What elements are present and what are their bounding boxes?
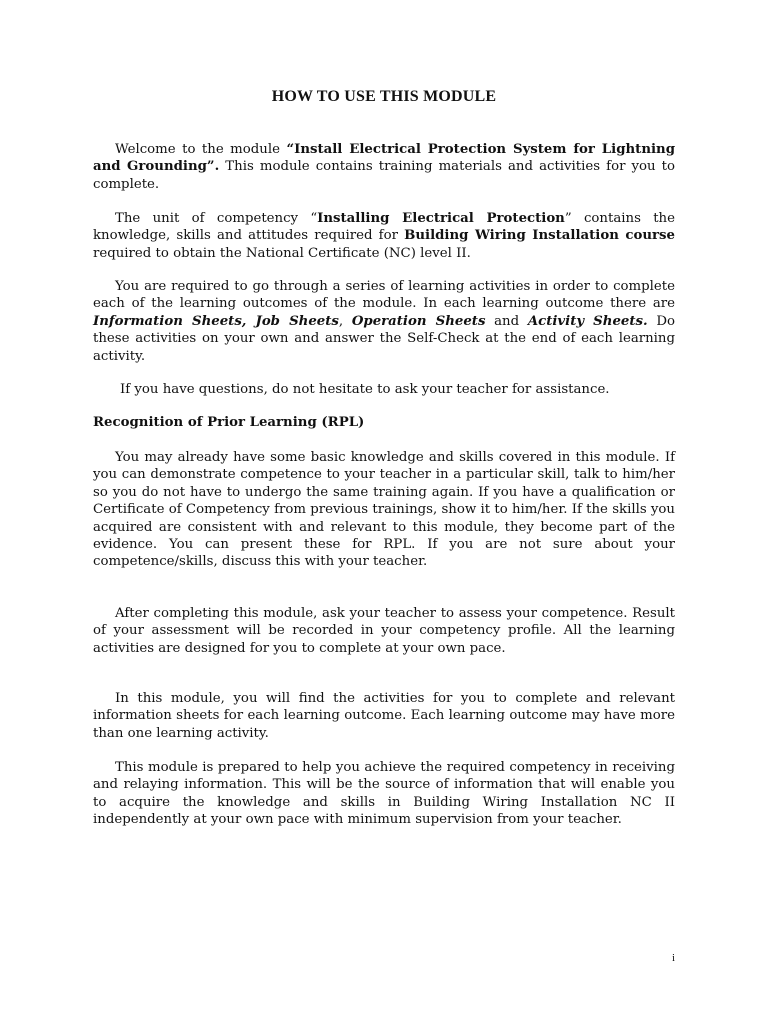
paragraph-welcome-text-2: This module contains training materials and activities for you to complete. xyxy=(93,159,676,192)
unit-name: Installing Electrical Protection xyxy=(317,211,565,226)
paragraph-unit-of-competency xyxy=(93,210,675,262)
and-separator: and xyxy=(485,313,528,329)
paragraph-activities-info: In this module, you will find the activities for you to complete and relevant information sheets for each learning outcome. Each learning outcome may have more than one learning activity. xyxy=(93,691,675,741)
info-job-sheets: Information Sheets, Job Sheets xyxy=(93,313,339,329)
paragraph-activities-text: You are required to go through a series of learning activities in order to complete each of the learning outcomes of the module. In each learning outcome there are xyxy=(93,279,675,312)
page-title: HOW TO USE THIS MODULE xyxy=(271,88,497,105)
paragraph-uoc-text-3: required to obtain the National Certificate (NC) level II. xyxy=(93,245,471,261)
paragraph-learning-activities xyxy=(93,278,675,365)
module-name: “Install Electrical Protection System for Lightning and Grounding”. xyxy=(93,142,675,175)
paragraph-uoc-text-2: ” contains the knowledge, skills and attitudes required for xyxy=(93,211,675,244)
comma-separator: , xyxy=(338,313,352,329)
paragraph-assessment: After completing this module, ask your teacher to assess your competence. Result of your assessment will be recorded in your competency profile. All the learning activities are designed for you to complete at your own pace. xyxy=(93,606,675,656)
page-number: i xyxy=(671,952,675,964)
activity-sheets: Activity Sheets. xyxy=(527,313,648,329)
paragraph-activities-text-2: Do these activities on your own and answer the Self-Check at the end of each learning activity. xyxy=(93,313,675,364)
operation-sheets: Operation Sheets xyxy=(351,313,486,329)
paragraph-purpose: This module is prepared to help you achieve the required competency in receiving and relaying information. This will be the source of information that will enable you to acquire the knowledge and skills in Building Wiring Installation NC II independently at your own pace with minimum supervision from your teacher. xyxy=(93,760,675,828)
document-page xyxy=(93,0,675,1024)
paragraph-questions: If you have questions, do not hesitate to ask your teacher for assistance. xyxy=(120,382,610,397)
paragraph-welcome-text: Welcome to the module xyxy=(115,142,287,157)
paragraph-uoc-text: The unit of competency “ xyxy=(115,211,318,226)
paragraph-rpl: You may already have some basic knowledge and skills covered in this module. If you can demonstrate competence to your teacher in a particular skill, talk to him/her so you do not have to undergo the same training again. If you have a qualification or Certificate of Competency from previous trainings, show it to him/her. If the skills you acquired are consistent with and relevant to this module, they become part of the evidence. You can present these for RPL. If you are not sure about your competence/skills, discuss this with your teacher. xyxy=(93,450,675,570)
paragraph-welcome xyxy=(93,141,675,193)
course-name: Building Wiring Installation course xyxy=(404,228,675,244)
rpl-heading: Recognition of Prior Learning (RPL) xyxy=(93,415,365,430)
